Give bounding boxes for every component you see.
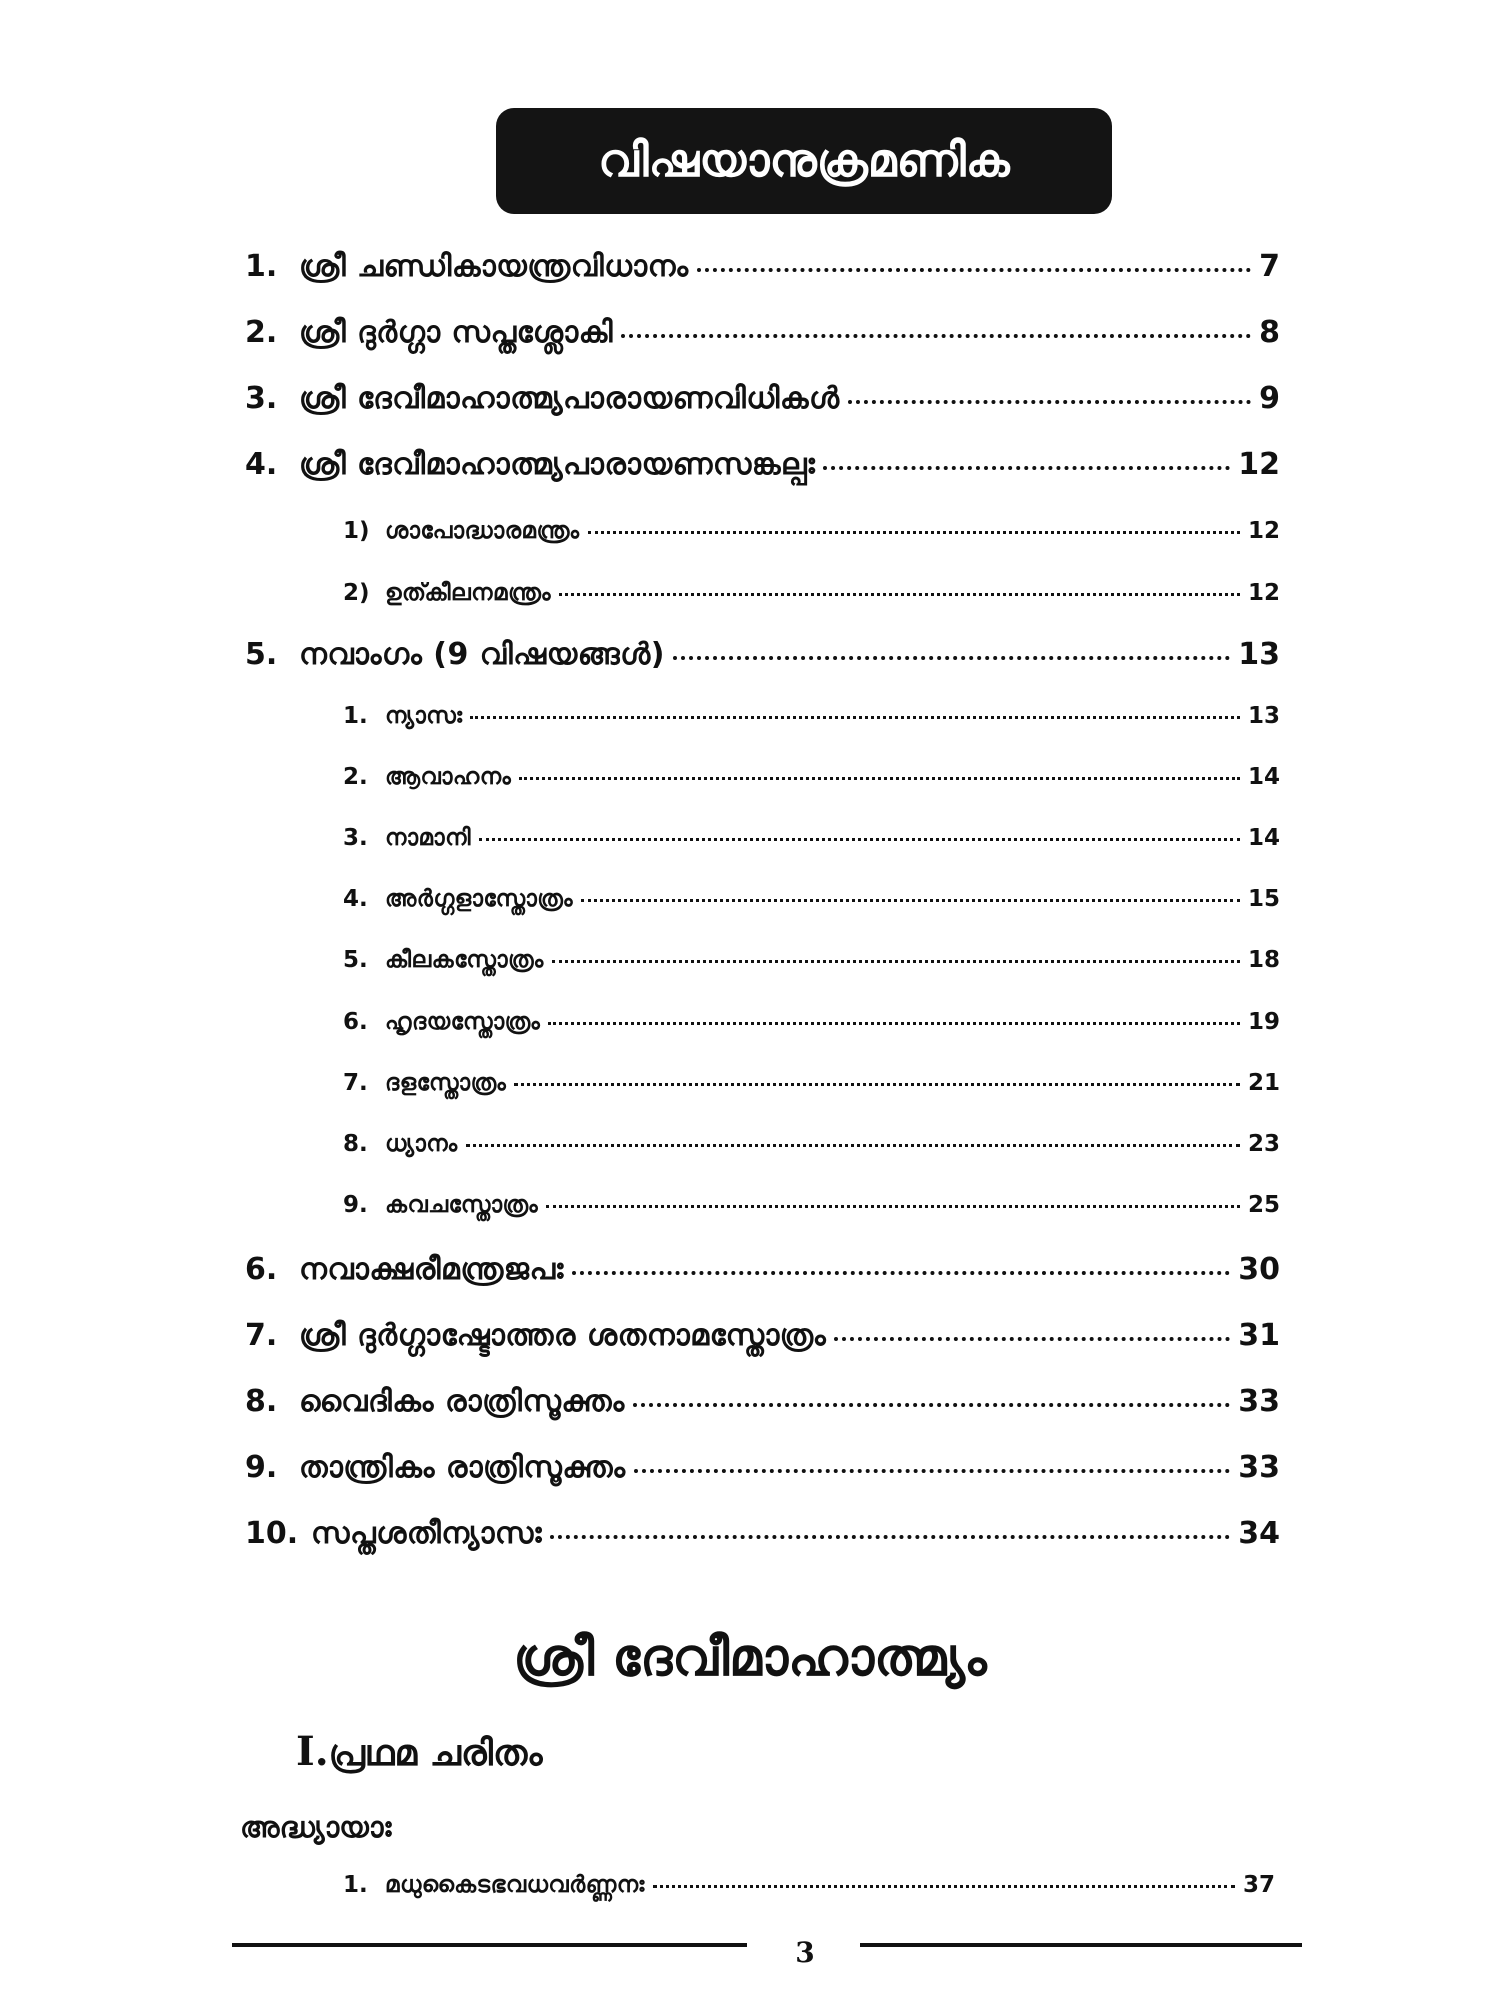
toc-entry-page: 19 — [1247, 1009, 1280, 1035]
toc-entry-title: ശ്രീ ദേവീമാഹാത്മ്യപാരായണവിധികൾ — [299, 381, 840, 416]
toc-entry-number: 6. — [343, 1009, 368, 1035]
chapters-label: അദ്ധ്യായാഃ — [240, 1810, 392, 1844]
toc-entry-number: 6. — [245, 1252, 278, 1287]
toc-entry-page: 8 — [1259, 315, 1280, 350]
toc-entry-page: 18 — [1247, 947, 1280, 973]
toc-entry[interactable] — [245, 315, 1280, 351]
toc-subentry[interactable] — [343, 1009, 1280, 1037]
toc-entry-number: 5. — [245, 637, 278, 672]
toc-entry-title: ധ്യാനം — [385, 1131, 458, 1157]
dot-leader — [823, 466, 1230, 470]
toc-entry-page: 12 — [1247, 518, 1280, 544]
toc-entry-page: 14 — [1247, 825, 1280, 851]
toc-entry-number: 9. — [245, 1450, 278, 1485]
toc-entry-page: 31 — [1238, 1318, 1280, 1353]
toc-entry-title: ശാപോദ്ധാരമന്ത്രം — [385, 518, 580, 544]
toc-entry[interactable] — [245, 249, 1280, 285]
toc-entry[interactable] — [245, 381, 1280, 417]
toc-subentry[interactable] — [343, 947, 1280, 975]
toc-entry[interactable] — [245, 1450, 1280, 1486]
toc-entry-page: 13 — [1238, 637, 1280, 672]
toc-entry-page: 33 — [1238, 1450, 1280, 1485]
toc-entry-title: സപ്തശതീന്യാസഃ — [311, 1516, 543, 1551]
toc-entry-title: താന്ത്രികം രാത്രിസൂക്തം — [299, 1450, 626, 1485]
toc-entry-number: 5. — [343, 947, 368, 973]
page-number: 3 — [795, 1936, 815, 1969]
toc-entry-number: 3. — [343, 825, 368, 851]
dot-leader — [634, 1469, 1231, 1473]
toc-entry-title: നാമാനി — [385, 825, 471, 851]
dot-leader — [552, 960, 1240, 963]
toc-entry-title: ദളസ്തോത്രം — [385, 1070, 507, 1096]
dot-leader — [673, 656, 1230, 660]
dot-leader — [653, 1885, 1235, 1888]
toc-entry-title: ശ്രീ ദുർഗ്ഗാഷ്ടോത്തര ശതനാമസ്തോത്രം — [299, 1318, 827, 1353]
toc-entry-page: 34 — [1238, 1516, 1280, 1551]
toc-entry-page: 25 — [1247, 1192, 1280, 1218]
toc-entry-number: 8. — [343, 1131, 368, 1157]
dot-leader — [572, 1271, 1230, 1275]
toc-entry-page: 23 — [1247, 1131, 1280, 1157]
toc-entry-title: കവചസ്തോത്രം — [385, 1192, 539, 1218]
toc-entry-title: നവാംഗം (9 വിഷയങ്ങൾ) — [299, 637, 665, 672]
dot-leader — [470, 716, 1240, 719]
footer-rule-left — [232, 1943, 747, 1947]
toc-subentry[interactable] — [343, 1131, 1280, 1159]
toc-entry-title: അർഗ്ഗളാസ്തോത്രം — [385, 886, 573, 912]
toc-entry-number: 1) — [343, 518, 370, 544]
part-numeral: I. — [296, 1728, 329, 1775]
toc-entry-number: 10. — [245, 1516, 299, 1551]
dot-leader — [621, 334, 1251, 338]
section-title: ശ്രീ ദേവീമാഹാത്മ്യം — [513, 1628, 987, 1688]
toc-entry-page: 7 — [1259, 249, 1280, 284]
toc-entry[interactable] — [245, 1318, 1280, 1354]
toc-entry-number: 1. — [245, 249, 278, 284]
dot-leader — [581, 899, 1240, 902]
toc-entry-page: 12 — [1247, 580, 1280, 606]
toc-entry-title: നവാക്ഷരീമന്ത്രജപഃ — [299, 1252, 564, 1287]
dot-leader — [546, 1205, 1240, 1208]
toc-entry[interactable] — [245, 1252, 1280, 1288]
dot-leader — [514, 1083, 1240, 1086]
toc-entry-page: 15 — [1247, 886, 1280, 912]
toc-subentry[interactable] — [343, 764, 1280, 792]
toc-entry[interactable] — [245, 447, 1280, 483]
toc-entry[interactable] — [245, 1384, 1280, 1420]
toc-entry-title: ശ്രീ ദേവീമാഹാത്മ്യപാരായണസങ്കല്പഃ — [299, 447, 816, 482]
toc-subentry[interactable] — [343, 825, 1280, 853]
toc-entry-title: ശ്രീ ചണ്ഡികായന്ത്രവിധാനം — [299, 249, 689, 284]
toc-entry-number: 2. — [343, 764, 368, 790]
toc-subentry[interactable] — [343, 1070, 1280, 1098]
dot-leader — [466, 1144, 1240, 1147]
toc-entry[interactable] — [245, 1516, 1280, 1552]
toc-entry-title: മധുകൈടഭവധവർണ്ണനഃ — [385, 1872, 645, 1898]
toc-entry-page: 14 — [1247, 764, 1280, 790]
toc-entry-title: കീലകസ്തോത്രം — [385, 947, 544, 973]
toc-entry-number: 3. — [245, 381, 278, 416]
toc-entry-number: 8. — [245, 1384, 278, 1419]
toc-entry-number: 4. — [245, 447, 278, 482]
dot-leader — [588, 531, 1240, 534]
toc-entry-title: ആവാഹനം — [385, 764, 512, 790]
dot-leader — [633, 1403, 1231, 1407]
toc-entry-number: 7. — [245, 1318, 278, 1353]
toc-entry-number: 2. — [245, 315, 278, 350]
dot-leader — [550, 1535, 1230, 1539]
toc-entry-number: 9. — [343, 1192, 368, 1218]
toc-entry-number: 2) — [343, 580, 370, 606]
toc-entry-page: 9 — [1259, 381, 1280, 416]
toc-entry-number: 1. — [343, 1872, 368, 1898]
toc-entry-title: ന്യാസഃ — [385, 703, 463, 729]
toc-entry-page: 33 — [1238, 1384, 1280, 1419]
dot-leader — [548, 1022, 1240, 1025]
part-heading — [296, 1728, 542, 1775]
toc-entry-number: 7. — [343, 1070, 368, 1096]
toc-entry-number: 1. — [343, 703, 368, 729]
toc-entry-page: 30 — [1238, 1252, 1280, 1287]
dot-leader — [559, 593, 1240, 596]
toc-entry-page: 37 — [1242, 1872, 1275, 1898]
toc-subentry[interactable] — [343, 886, 1280, 914]
toc-entry-page: 13 — [1247, 703, 1280, 729]
toc-subentry[interactable] — [343, 1192, 1280, 1220]
toc-entry-page: 21 — [1247, 1070, 1280, 1096]
toc-entry-page: 12 — [1238, 447, 1280, 482]
dot-leader — [697, 268, 1252, 272]
toc-entry-title: ഹൃദയസ്തോത്രം — [385, 1009, 541, 1035]
toc-entry-title: വൈദികം രാത്രിസൂക്തം — [299, 1384, 625, 1419]
part-title: പ്രഥമ ചരിതം — [328, 1733, 543, 1774]
toc-entry-number: 4. — [343, 886, 368, 912]
chapter-entry[interactable] — [343, 1872, 1275, 1900]
footer-rule-right — [860, 1943, 1302, 1947]
toc-entry-title: ഉത്കീലനമന്ത്രം — [385, 580, 552, 606]
toc-subentry[interactable] — [343, 703, 1280, 731]
dot-leader — [848, 400, 1251, 404]
dot-leader — [479, 838, 1240, 841]
dot-leader — [519, 777, 1240, 780]
toc-entry-title: ശ്രീ ദുർഗ്ഗാ സപ്തശ്ലോകി — [299, 315, 614, 350]
toc-subentry[interactable] — [343, 518, 1280, 546]
dot-leader — [834, 1337, 1230, 1341]
toc-subentry[interactable] — [343, 580, 1280, 608]
toc-entry[interactable] — [245, 637, 1280, 673]
toc-title: വിഷയാനുക്രമണിക — [598, 133, 1010, 187]
